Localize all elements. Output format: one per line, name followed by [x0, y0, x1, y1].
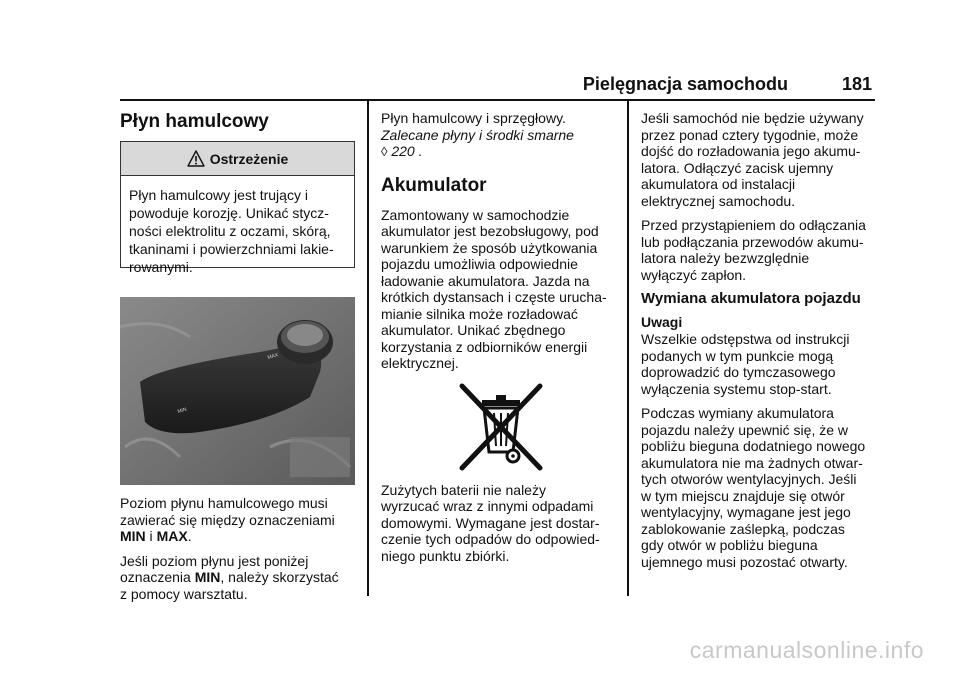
text-line: z pomocy warsztatu.	[120, 585, 248, 602]
text-line: wyrzucać wraz z innymi odpadami	[381, 498, 594, 514]
page-number: 181	[841, 74, 872, 94]
text-line: akumulator jest bezobsługowy, pod	[381, 223, 599, 239]
watermark: carmanualsonline.info	[689, 637, 924, 663]
warning-line: rowanymi.	[129, 259, 193, 275]
text-line: gdy otwór w pobliżu bieguna	[641, 537, 818, 553]
warning-box	[120, 141, 355, 275]
text-line: Zamontowany w samochodzie	[381, 206, 570, 223]
crossed-out-bin-icon	[454, 380, 548, 474]
max-mark: MAX	[266, 352, 279, 361]
warning-header	[121, 142, 354, 176]
section-title-battery: Akumulator	[381, 174, 487, 196]
text-line: oznaczenia	[120, 569, 195, 585]
text-line: i	[145, 528, 157, 544]
warning-line: ności elektrolitu z oczami, skórą,	[129, 223, 331, 239]
text-line: niego punktu zbiórki.	[381, 547, 510, 564]
low-level-paragraph	[120, 553, 360, 603]
text-line: wyłączenia systemu stop-start.	[641, 380, 832, 397]
min-max-paragraph	[120, 495, 360, 545]
min-mark: MIN	[176, 406, 188, 415]
warning-line: tkaninami i powierzchniami lakie-	[129, 241, 334, 257]
text-line: Przed przystąpieniem do odłączania	[641, 217, 866, 233]
text-line: zablokowanie zaślepką, podczas	[641, 520, 845, 537]
storage-paragraph	[641, 110, 881, 209]
text-line: dojść do rozładowania jego akumu-	[641, 143, 861, 159]
text-line: czenie tych odpadów do odpowied-	[381, 531, 600, 547]
column-3-text	[641, 110, 881, 578]
text-line: Zużytych baterii nie należy	[381, 481, 546, 498]
text-line: Podczas wymiany akumulatora	[641, 405, 834, 421]
text-line: krótkich dystansach i częste urucha-	[381, 289, 607, 305]
text-line: w tym miejscu znajduje się otwór	[641, 487, 845, 504]
column-divider-1	[367, 101, 369, 596]
reservoir-illustration	[120, 297, 355, 485]
min-label: MIN	[194, 569, 221, 585]
text-line: wentylacyjny, wymagane jest jego	[641, 504, 851, 520]
text-line: przez ponad cztery tygodnie, może	[641, 126, 859, 143]
warning-label: Ostrzeżenie	[209, 150, 289, 167]
header-rule	[120, 99, 875, 101]
page-ref-arrow-icon: ◊	[381, 144, 388, 159]
text-line: , należy skorzystać	[220, 569, 339, 585]
column-2-text	[381, 110, 626, 572]
text-line: ujemnego musi pozostać otwarty.	[641, 553, 848, 570]
text-line: Jeśli poziom płynu jest poniżej	[120, 552, 309, 569]
text-line: latora. Odłączyć zacisk ujemny	[641, 159, 834, 176]
warning-triangle-icon	[187, 150, 205, 167]
text-line: ładowanie akumulatora. Jazda na	[381, 272, 590, 289]
text-line: akumulatora nie ma żadnych otwar-	[641, 454, 863, 471]
notes-label: Uwagi	[641, 313, 683, 330]
subsection-title-battery-replacement: Wymiana akumulatora pojazdu	[641, 290, 861, 307]
max-label: MAX	[156, 528, 188, 544]
text-line: pojazdu umożliwia odpowiednie	[381, 256, 578, 272]
fluid-reference-paragraph	[381, 110, 626, 161]
text-line: latora należy bezwzględnie	[641, 250, 810, 266]
running-header-title: Pielęgnacja samochodu	[582, 74, 788, 94]
text-line: elektrycznej samochodu.	[641, 192, 796, 209]
text-line: Płyn hamulcowy i sprzęgłowy.	[381, 110, 566, 126]
text-line: doprowadzić do tymczasowego	[641, 364, 836, 380]
battery-paragraph	[381, 207, 626, 372]
text-line: tych otworów wentylacyjnych. Jeśli	[641, 471, 857, 487]
warning-text	[121, 176, 354, 276]
section-title-brake-fluid: Płyn hamulcowy	[120, 111, 269, 132]
brake-fluid-reservoir-photo	[120, 297, 355, 485]
text-line: Jeśli samochód nie będzie używany	[641, 110, 864, 126]
text-line: pobliżu bieguna dodatniego nowego	[641, 438, 866, 454]
text-line: lub podłączania przewodów akumu-	[641, 233, 864, 250]
warning-line: powoduje korozję. Unikać stycz-	[129, 205, 329, 221]
text-line: zawierać się między oznaczeniami	[120, 511, 335, 528]
text-line: korzystania z odbiorników energii	[381, 338, 588, 355]
text-line: Wszelkie odstępstwa od instrukcji	[641, 331, 850, 347]
text-line: wyłączyć zapłon.	[641, 266, 747, 283]
disconnect-paragraph	[641, 217, 881, 283]
text-line: podanych w tym punkcie mogą	[641, 347, 834, 364]
text-line: mianie silnika może rozładować	[381, 305, 578, 322]
text-line: akumulatora od instalacji	[641, 176, 796, 192]
text-line: pojazdu należy upewnić się, że w	[641, 421, 849, 438]
text-line: .	[187, 528, 192, 544]
battery-disposal-paragraph	[381, 482, 626, 565]
text-line: Poziom płynu hamulcowego musi	[120, 495, 328, 511]
notes-paragraph	[641, 331, 881, 397]
text-line: warunkiem że sposób użytkowania	[381, 239, 598, 256]
replacement-paragraph	[641, 405, 881, 570]
min-label: MIN	[120, 528, 146, 544]
text-line: elektrycznej.	[381, 355, 459, 371]
cross-reference-link[interactable]: Zalecane płyny i środki smarne	[381, 126, 574, 143]
text-line: domowymi. Wymagane jest dostar-	[381, 514, 600, 531]
warning-line: Płyn hamulcowy jest trujący i	[129, 187, 308, 203]
text-line: akumulator. Unikać zbędnego	[381, 322, 566, 338]
column-divider-2	[627, 101, 629, 596]
page-reference[interactable]: 220 .	[387, 143, 423, 159]
column-1-text	[120, 495, 360, 610]
